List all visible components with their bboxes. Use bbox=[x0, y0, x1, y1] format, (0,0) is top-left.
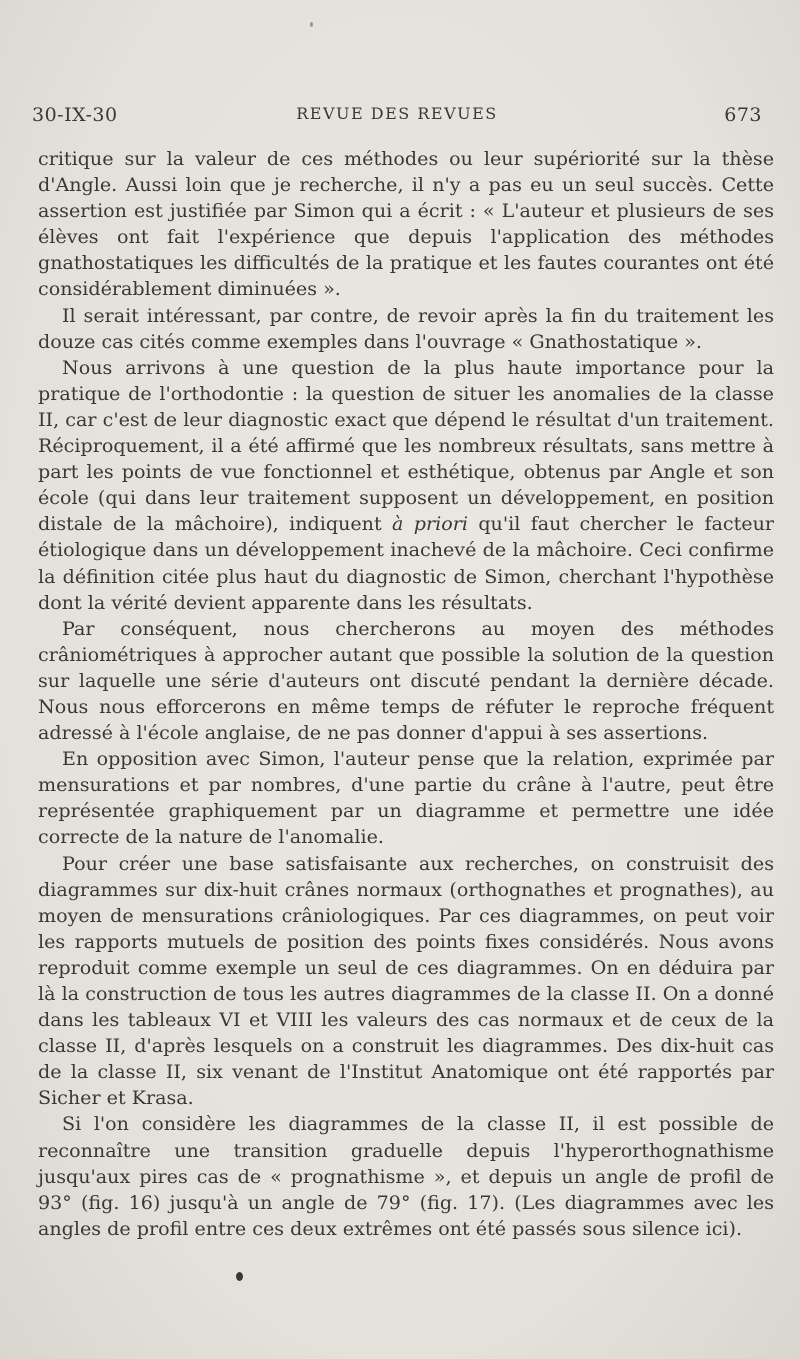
paragraph-3-emphasis: à priori bbox=[392, 512, 468, 536]
paragraph-4: Par conséquent, nous chercherons au moyen des méthodes crâniométriques à approcher autant que possible la solution de la question sur laquelle une série d'auteurs ont discuté pendant la dernière décade. Nous nous efforcerons en même temps de réfuter le reproche fréquent adressé à l'école anglaise, de ne pas donner d'appui à ses assertions. bbox=[38, 616, 774, 745]
paragraph-3-part-2: qu'il faut chercher le facteur étiologique dans un développement inachevé de la mâchoire. Ceci confirme la définition citée plus haut du diagnostic de Simon, cherchant l'hypothèse dont la vérité devient apparente dans les résultats. bbox=[38, 512, 775, 614]
running-header bbox=[32, 104, 762, 134]
header-date: 30-IX-30 bbox=[32, 104, 118, 126]
paragraph-3 bbox=[38, 355, 774, 616]
header-title: REVUE DES REVUES bbox=[296, 104, 498, 123]
paragraph-3-part-1: Nous arrivons à une question de la plus haute importance pour la pratique de l'orthodontie : la question de situer les anomalies de la classe II, car c'est de leur diagnostic exact que dépend le résultat d'un traitement. Réciproquement, il a été affirmé que les nombreux résultats, sans mettre à part les points de vue fonctionnel et esthétique, obtenus par Angle et son école (qui dans leur traitement supposent un développement, en position distale de la mâchoire), indiquent bbox=[38, 355, 774, 536]
ink-spot bbox=[310, 22, 313, 27]
paragraph-1: critique sur la valeur de ces méthodes ou leur supériorité sur la thèse d'Angle. Aussi loin que je recherche, il n'y a pas eu un seul succès. Cette assertion est justifiée par Simon qui a écrit : « L'auteur et plusieurs de ses élèves ont fait l'expérience que depuis l'application des méthodes gnathostatiques les difficultés de la pratique et les fautes courantes ont été considérablement diminuées ». bbox=[38, 147, 774, 301]
paragraph-6: Pour créer une base satisfaisante aux recherches, on construisit des diagrammes sur dix-huit crânes normaux (orthognathes et prognathes), au moyen de mensurations crâniologiques. Par ces diagrammes, on peut voir les rapports mutuels de position des points fixes considérés. Nous avons reproduit comme exemple un seul de ces diagrammes. On en déduira par là la construction de tous les autres diagrammes de la classe II. On a donné dans les tableaux VI et VIII les valeurs des cas normaux et de ceux de la classe II, d'après lesquels on a construit les diagrammes. Des dix-huit cas de la classe II, six venant de l'Institut Anatomique ont été rapportés par Sicher et Krasa. bbox=[38, 851, 774, 1110]
body-text bbox=[38, 146, 774, 1242]
paragraph-7: Si l'on considère les diagrammes de la classe II, il est possible de reconnaître une transition graduelle depuis l'hyperorthognathisme jusqu'aux pires cas de « prognathisme », et depuis un angle de profil de 93° (fig. 16) jusqu'à un angle de 79° (fig. 17). (Les diagrammes avec les angles de profil entre ces deux extrêmes ont été passés sous silence ici). bbox=[38, 1112, 774, 1240]
page-number: 673 bbox=[724, 104, 762, 126]
paragraph-5: En opposition avec Simon, l'auteur pense que la relation, exprimée par mensurations et par nombres, d'une partie du crâne à l'autre, peut être représentée graphiquement par un diagramme et permettre une idée correcte de la nature de l'anomalie. bbox=[38, 747, 774, 849]
paragraph-2: Il serait intéressant, par contre, de revoir après la fin du traitement les douze cas cités comme exemples dans l'ouvrage « Gnathostatique ». bbox=[38, 303, 774, 353]
printer-mark bbox=[236, 1272, 243, 1281]
